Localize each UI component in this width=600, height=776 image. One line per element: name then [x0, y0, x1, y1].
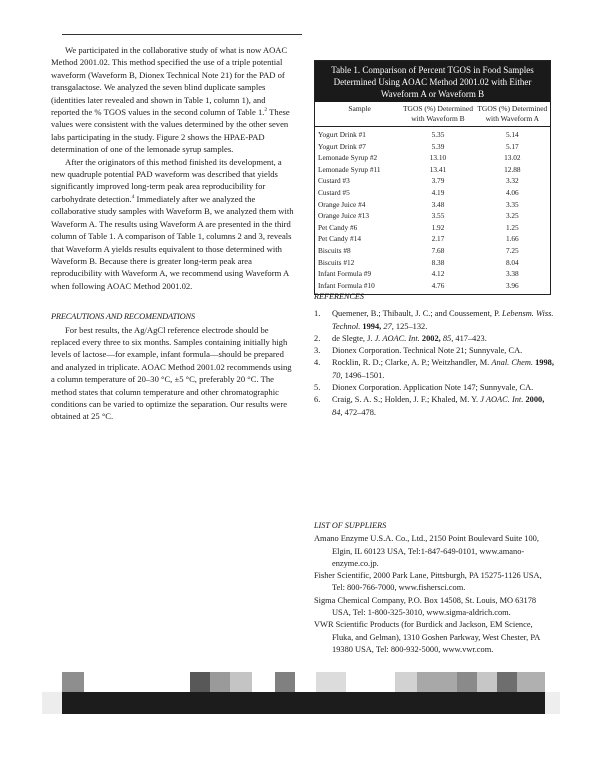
ref-pages: 417–423. [453, 333, 487, 343]
body-paragraph-3: For best results, the Ag/AgCl reference electrode should be replaced every three to six months. Samples containing initially high levels of lactose—for example, infant formula—should be prepared and analyzed in triplicate. AOAC Method 2001.02 recommends using a column temperature of 20–30 °C, ±5 °C, preferably 20 °C. The method states that column temperature and other chromatographic conditions can be varied to optimize the separation. Our results were obtained at 25 °C. [51, 324, 292, 422]
references-heading: REFERENCES [314, 292, 365, 301]
cell-waveform-b: 4.19 [431, 187, 445, 197]
table-row [315, 152, 550, 164]
table-body [315, 127, 550, 294]
suppliers-section [314, 520, 554, 656]
cell-sample: Yogurt Drink #1 [318, 130, 366, 139]
footer-block [275, 672, 295, 692]
cell-sample: Custard #5 [318, 187, 350, 197]
footer-block [316, 672, 346, 692]
cell-waveform-a: 3.25 [505, 211, 519, 221]
cell-waveform-a: 1.25 [505, 222, 519, 232]
cell-waveform-b: 1.92 [431, 222, 445, 232]
cell-sample: Infant Formula #9 [318, 269, 372, 279]
cell-waveform-a: 13.02 [504, 153, 521, 163]
cell-sample: Biscuits #8 [318, 245, 351, 255]
cell-waveform-a: 3.96 [505, 280, 519, 290]
table-row [315, 257, 550, 269]
supplier-item: Sigma Chemical Company, P.O. Box 14508, St. Louis, MO 63178 USA, Tel: 1-800-325-3010, www.sigma-aldrich.com. [314, 595, 537, 618]
ref-journal: J. AOAC. Int. [374, 333, 420, 343]
cell-sample: Custard #3 [318, 176, 350, 186]
cell-waveform-b: 5.39 [431, 141, 445, 151]
supplier-item: Amano Enzyme U.S.A. Co., Ltd., 2150 Point Boulevard Suite 100, Elgin, IL 60123 USA, Tel:1-847-649-0101, www.amano-enzyme.co.jp. [314, 534, 539, 568]
para2-text: After the originators of this method finished its development, a new quadruple potential PAD waveform was described that yields significantly improved long-term peak area reproducibility for carbohydrate detection. [51, 156, 282, 204]
table-row [315, 199, 550, 211]
cell-waveform-b: 3.79 [431, 176, 445, 186]
header-waveform-b: TGOS (%) Determined with Waveform B [402, 104, 473, 123]
cell-sample: Orange Juice #4 [318, 199, 366, 209]
table-row [315, 175, 550, 187]
para1-text: We participated in the collaborative study of what is now AOAC Method 2001.02. This method specified the use of a triple potential waveform (Waveform B, Dionex Technical Note 21) for the PAD of transgalactose. We analyzed the seven blind duplicate samples (identities later revealed and shown in Table 1, column 1), and reported the % TGOS values in the second column of Table 1. [51, 45, 288, 118]
cell-waveform-b: 13.10 [429, 153, 447, 163]
body-paragraph-1 [51, 44, 295, 156]
ref-authors: de Slegte, J. [332, 333, 375, 343]
suppliers-heading: LIST OF SUPPLIERS [314, 521, 387, 530]
cell-sample: Infant Formula #10 [318, 280, 375, 290]
ref-number: 2. [314, 333, 321, 343]
para2-tail: Immediately after we analyzed the collaborative study samples with Waveform B, we analyzed them with Waveform A. The results using Waveform A are presented in the third column of Table 1. A comparison of Table 1, columns 2 and 3, reveals that Waveform A yields results equivalent to those determined with Waveform B. Because there is greater long-term peak area reproducibility with Waveform A, we recommend using Waveform A when following AOAC Method 2001.02. [51, 193, 294, 291]
cell-waveform-a: 5.14 [505, 130, 519, 139]
ref-number: 5. [314, 383, 321, 393]
table-header-row [315, 102, 550, 127]
ref-authors: Rocklin, R. D.; Clarke, A. P.; Weitzhandler, M. [332, 358, 492, 368]
para1-tail: These values were consistent with the values determined by the other seven labs participating in the study. Figure 2 shows the HPAE-PAD determination of one of the lemonade syrup samples. [51, 107, 290, 155]
ref-number: 1. [314, 309, 321, 319]
top-rule [62, 34, 302, 35]
cell-waveform-a: 3.38 [505, 269, 519, 279]
table-row [315, 222, 550, 234]
ref-authors: Dionex Corporation. Application Note 147; Sunnyvale, CA. [332, 383, 534, 393]
cell-waveform-a: 12.88 [504, 164, 521, 174]
cell-sample: Lemonade Syrup #11 [318, 164, 381, 174]
cell-waveform-a: 3.32 [505, 176, 519, 186]
ref-journal: Anal. Chem. [491, 358, 533, 368]
footer-block [62, 672, 84, 692]
cell-waveform-b: 4.76 [431, 280, 445, 290]
cell-sample: Lemonade Syrup #2 [318, 153, 378, 163]
table-row [315, 210, 550, 222]
ref-authors: Quemener, B.; Thibault, J. C.; and Coussement, P. [332, 309, 503, 319]
cell-waveform-a: 8.04 [505, 257, 519, 267]
section-heading: PRECAUTIONS AND RECOMENDATIONS [51, 312, 195, 322]
supplier-item: VWR Scientific Products (for Burdick and Jackson, EM Science, Fluka, and Gelman), 1310 Goshen Parkway, West Chester, PA 19380 USA, Tel: 800-932-5000, www.vwr.com. [314, 620, 540, 654]
ref-authors: Craig, S. A. S.; Holden, J. F.; Khaled, M. Y. [332, 395, 481, 405]
footer-block [457, 672, 477, 692]
reference-item [314, 333, 554, 345]
ref-pages: 1496–1501. [342, 370, 385, 380]
cell-sample: Pet Candy #14 [318, 234, 361, 244]
footnote-ref: 2 [264, 107, 268, 114]
cell-sample: Orange Juice #13 [318, 211, 370, 221]
cell-waveform-a: 3.35 [505, 199, 519, 209]
cell-waveform-b: 4.12 [431, 269, 445, 279]
ref-pages: 472–478. [342, 407, 376, 417]
footer-block [190, 672, 210, 692]
table-row [315, 164, 550, 176]
cell-sample: Pet Candy #6 [318, 222, 358, 232]
ref-volume: 84, [332, 407, 343, 417]
cell-waveform-a: 4.06 [505, 187, 519, 197]
ref-volume: 27, [381, 321, 394, 331]
footer-block [497, 672, 517, 692]
table-title: Table 1. Comparison of Percent TGOS in Food Samples Determined Using AOAC Method 2001.02 with Either Waveform A or Waveform B [315, 61, 550, 102]
ref-year: 1994, [360, 321, 382, 331]
ref-volume: 70, [332, 370, 343, 380]
cell-sample: Yogurt Drink #7 [318, 141, 366, 151]
cell-waveform-b: 5.35 [431, 130, 445, 139]
supplier-item: Fisher Scientific, 2000 Park Lane, Pittsburgh, PA 15275-1126 USA, Tel: 800-766-7000, www.fishersci.com. [314, 571, 542, 593]
ref-authors: Dionex Corporation. Technical Note 21; Sunnyvale, CA. [332, 346, 523, 356]
cell-waveform-b: 2.17 [431, 234, 445, 244]
table-row [315, 280, 550, 292]
cell-waveform-b: 13.41 [429, 164, 447, 174]
ref-year: 1998, [532, 358, 554, 368]
body-paragraph-2 [51, 156, 295, 292]
table-row [315, 129, 550, 141]
footer-block [517, 672, 545, 692]
references-section [314, 291, 554, 419]
comparison-table [314, 60, 551, 295]
footer-bar [62, 692, 545, 714]
table-row [315, 141, 550, 153]
cell-waveform-a: 7.25 [505, 245, 519, 255]
ref-journal: Lebensm. Wiss. Technol. [332, 309, 554, 331]
footer-block [42, 692, 62, 714]
footnote-ref: 4 [131, 194, 135, 201]
ref-year: 2000, [523, 395, 545, 405]
ref-number: 3. [314, 346, 321, 356]
ref-year: 2002, [419, 333, 441, 343]
footer-block [545, 692, 560, 714]
cell-waveform-a: 5.17 [505, 141, 519, 151]
table-row [315, 268, 550, 280]
ref-pages: 125–132. [393, 321, 428, 331]
references-list [314, 308, 554, 419]
footer-block [417, 672, 457, 692]
ref-number: 6. [314, 395, 321, 405]
reference-item [314, 357, 554, 382]
footer-block [210, 672, 230, 692]
cell-waveform-a: 1.66 [505, 234, 519, 244]
reference-item [314, 394, 554, 419]
table-row [315, 233, 550, 245]
left-column [51, 44, 295, 423]
table-row [315, 187, 550, 199]
table-row [315, 245, 550, 257]
header-sample: Sample [348, 104, 371, 113]
cell-waveform-b: 7.68 [431, 245, 445, 255]
ref-journal: J AOAC. Int. [480, 395, 524, 405]
cell-waveform-b: 8.38 [431, 257, 445, 267]
reference-item [314, 382, 554, 394]
footer-block [395, 672, 417, 692]
footer-block [230, 672, 252, 692]
suppliers-list [314, 533, 554, 656]
footer-block [477, 672, 497, 692]
reference-item [314, 308, 554, 333]
ref-volume: 85, [440, 333, 454, 343]
reference-item [314, 345, 554, 357]
ref-number: 4. [314, 358, 321, 368]
cell-sample: Biscuits #12 [318, 257, 355, 267]
header-waveform-a: TGOS (%) Determined with Waveform A [477, 104, 548, 123]
cell-waveform-b: 3.48 [431, 199, 445, 209]
cell-waveform-b: 3.55 [431, 211, 445, 221]
